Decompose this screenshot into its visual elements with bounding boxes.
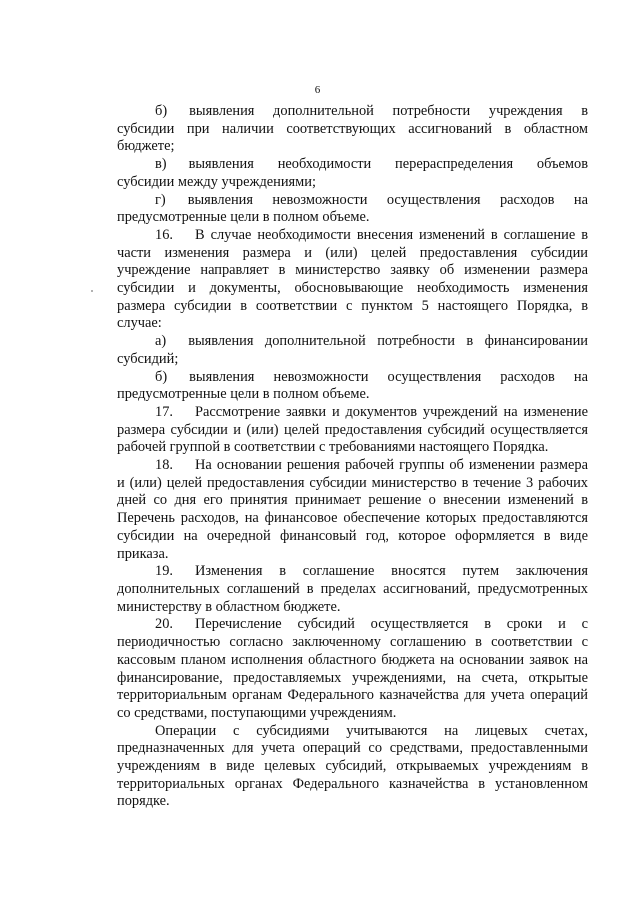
paragraph-b-2 [117, 369, 588, 404]
scan-mark [91, 290, 93, 292]
document-body [117, 103, 588, 811]
paragraph-b-1 [117, 103, 588, 156]
paragraph-number: 16. [155, 226, 173, 243]
paragraph-text: Изменения в соглашение вносятся путем заключения дополнительных соглашений в пределах ассигнований, предусмотренных министерству в областном бюджете. [117, 563, 588, 615]
paragraph-text: выявления дополнительной потребности в финансировании субсидий; [117, 333, 588, 367]
paragraph-text: Рассмотрение заявки и документов учреждений на изменение размера субсидии и (или) целей предоставления субсидий осуществляется рабочей группой в соответствии с требованиями настоящего Порядка. [117, 403, 588, 456]
page-number: 6 [314, 84, 321, 96]
paragraph-a [117, 333, 588, 368]
paragraph-text: На основании решения рабочей группы об изменении размера и (или) целей предоставления субсидии министерство в течение 3 рабочих дней со дня его принятия принимает решение о внесении изменений в Перечень расходов, на финансовое обеспечение которых предоставляются субсидии на очередной финансовый год, которое оформляется в виде приказа. [117, 457, 588, 562]
paragraph-18 [117, 457, 588, 563]
paragraph-text: выявления необходимости перераспределения объемов субсидии между учреждениями; [117, 156, 588, 190]
paragraph-17 [117, 404, 588, 457]
paragraph-number: г) [155, 191, 166, 208]
paragraph-operations [117, 723, 588, 812]
paragraph-number: б) [155, 103, 168, 119]
paragraph-v [117, 156, 588, 191]
paragraph-20 [117, 616, 588, 722]
paragraph-text: выявления дополнительной потребности учреждения в субсидии при наличии соответствующих ассигнований в областном бюджете; [117, 103, 588, 155]
paragraph-number: 19. [155, 563, 173, 580]
paragraph-number: в) [155, 156, 167, 173]
paragraph-number: 17. [155, 403, 173, 420]
paragraph-text: выявления невозможности осуществления расходов на предусмотренные цели в полном объеме. [117, 368, 588, 403]
paragraph-text: В случае необходимости внесения изменений в соглашение в части изменения размера и (или) целей предоставления субсидии учреждение направляет в министерство заявку об изменении размера субсидии и документы, обосновывающие необходимость изменения размера субсидии в соответствии с пунктом 5 настоящего Порядка, в случае: [117, 226, 588, 332]
paragraph-number: 18. [155, 457, 173, 474]
paragraph-text: Операции с субсидиями учитываются на лицевых счетах, предназначенных для учета операций со средствами, предоставленными учреждениям в виде целевых субсидий, открываемых учреждениям в территориальных органах Федерального казначейства в установленном порядке. [117, 722, 588, 810]
paragraph-16 [117, 227, 588, 333]
paragraph-number: 20. [155, 616, 173, 633]
paragraph-g [117, 192, 588, 227]
paragraph-19 [117, 563, 588, 616]
paragraph-number: б) [155, 368, 168, 385]
paragraph-text: Перечисление субсидий осуществляется в сроки и с периодичностью согласно заключенному соглашению в соответствии с кассовым планом исполнения областного бюджета на основании заявок на финансирование, предоставляемых учреждениями, на счета, открытые территориальным органам Федерального казначейства для учета операций со средствами, поступающими учреждениям. [117, 616, 588, 721]
paragraph-number: а) [155, 333, 167, 350]
paragraph-text: выявления невозможности осуществления расходов на предусмотренные цели в полном объеме. [117, 191, 588, 226]
